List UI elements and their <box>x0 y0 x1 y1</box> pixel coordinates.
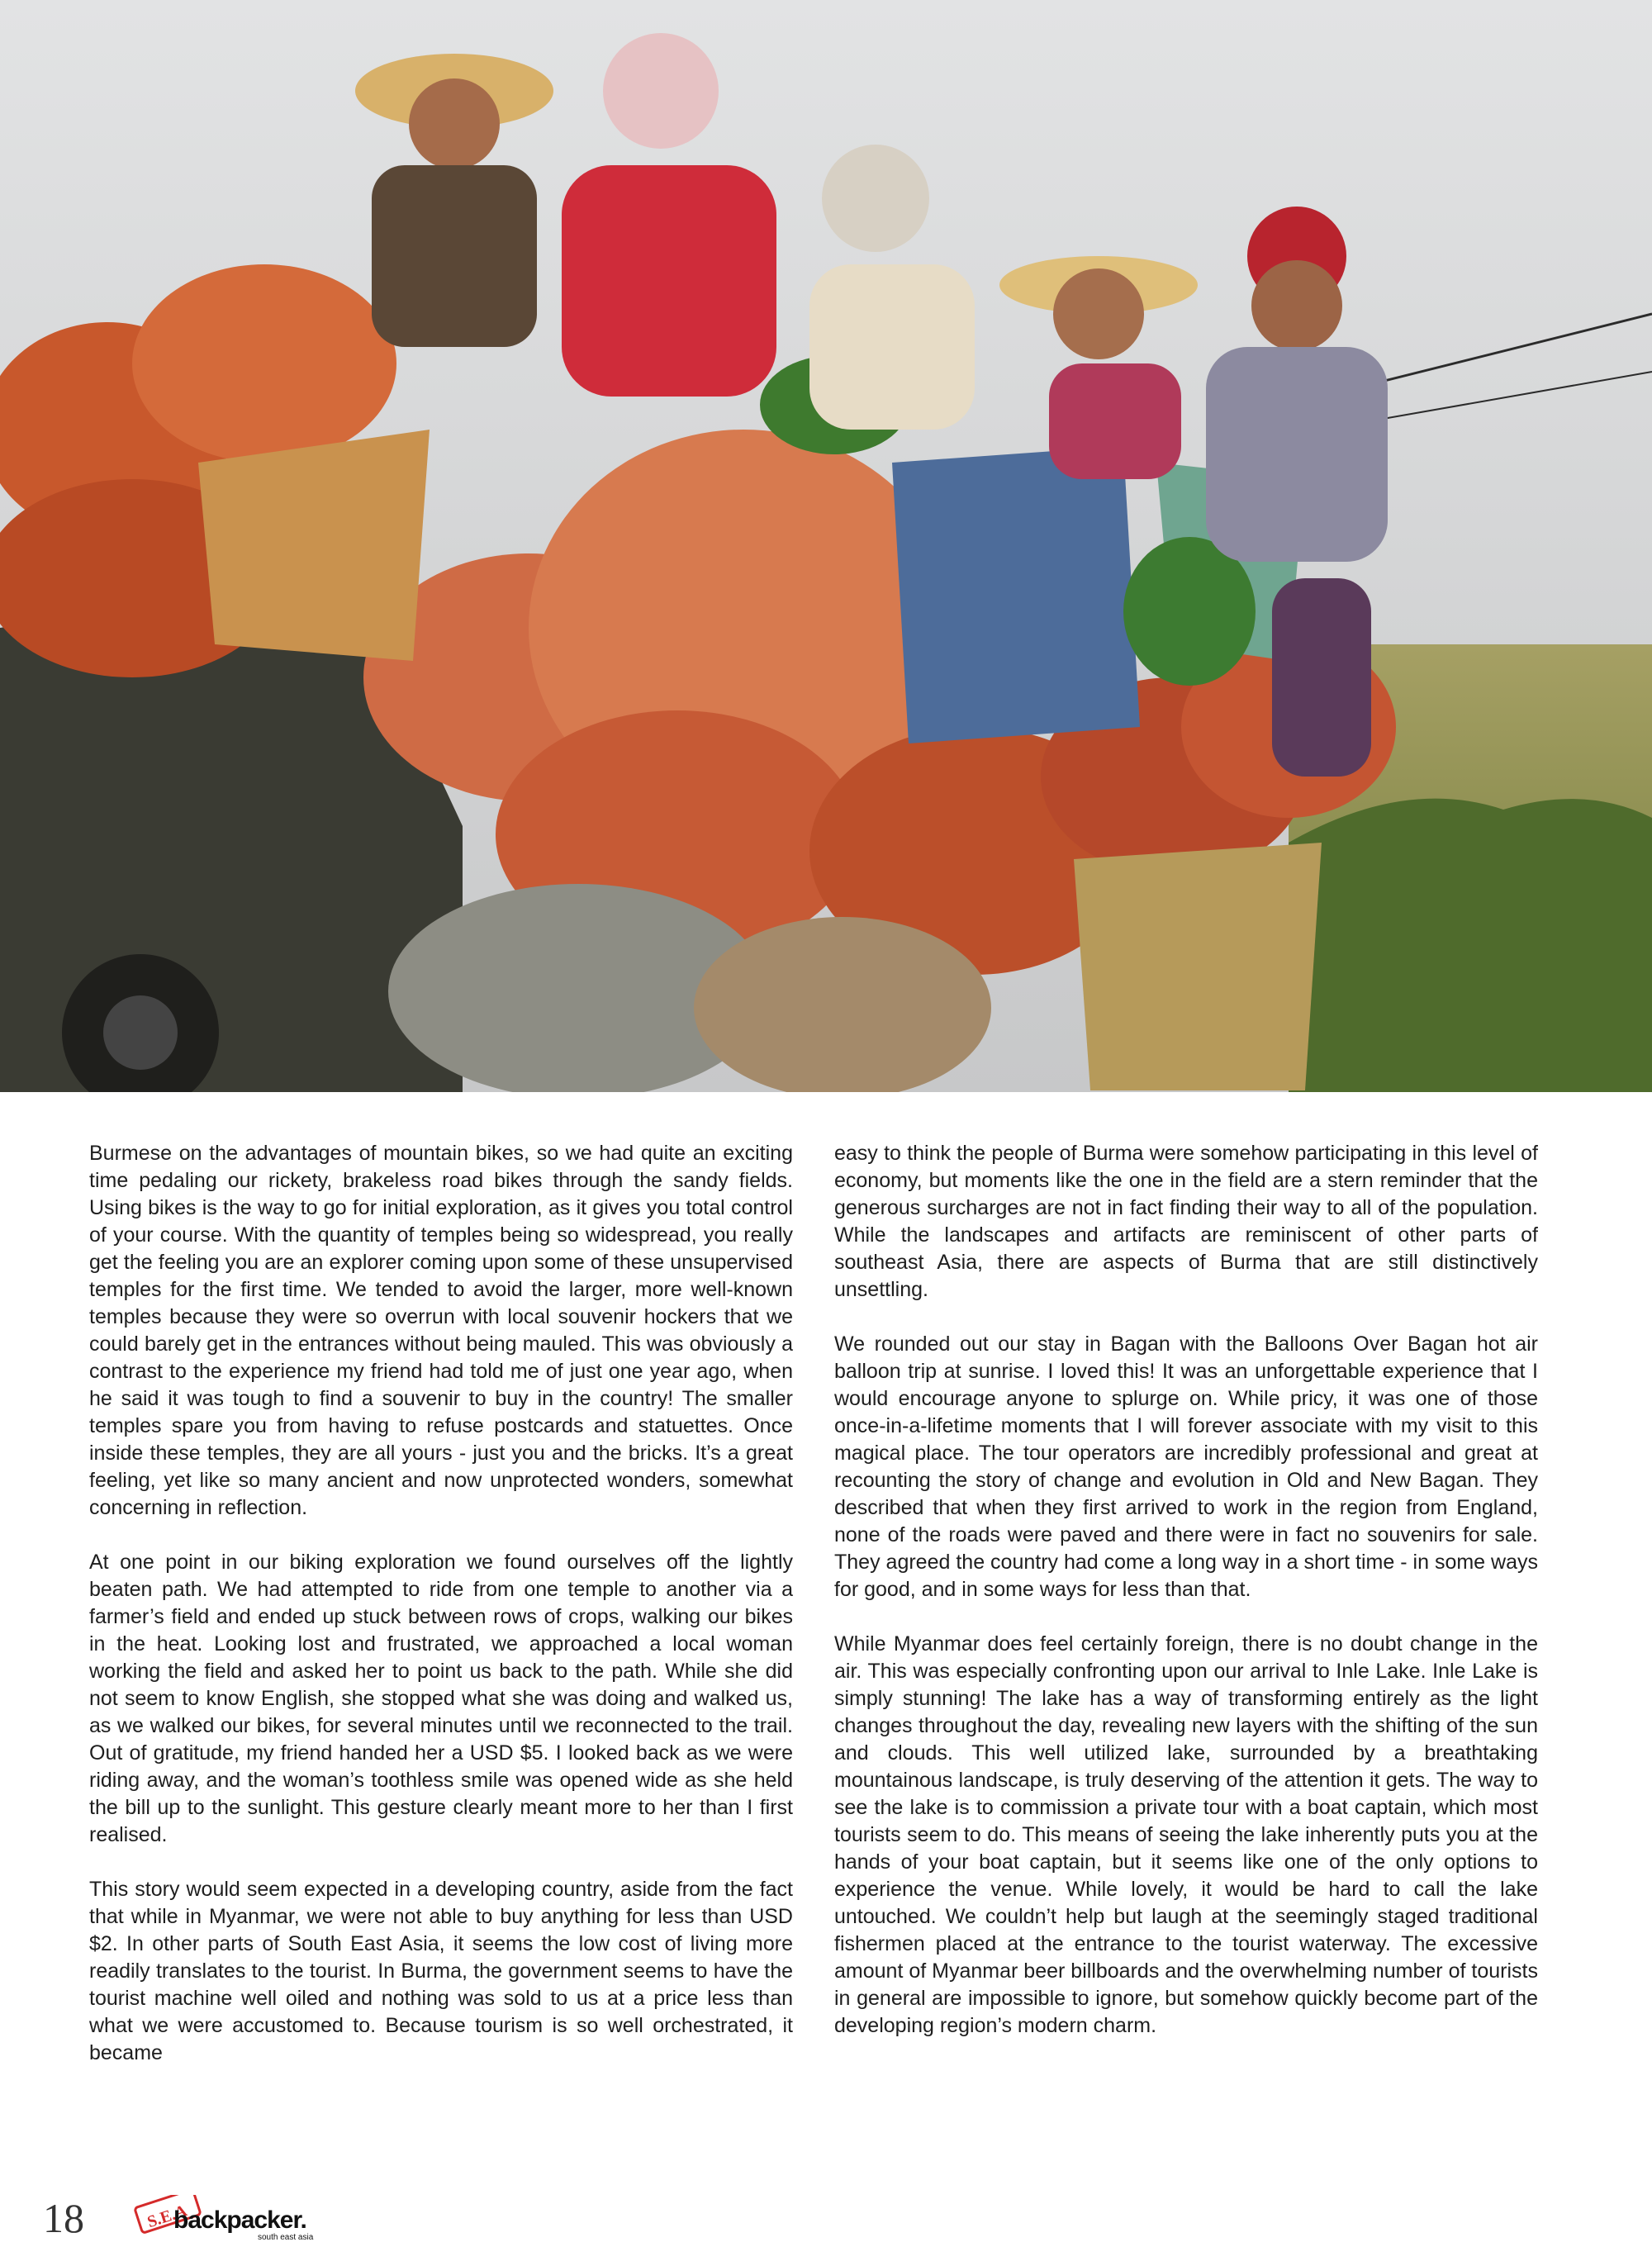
paragraph: This story would seem expected in a developing country, aside from the fact that while in Myanmar, we were not able to buy anything for less than USD $2. In other parts of South East Asia, it seems the low cost of living more readily translates to the tourist. In Burma, the government seems to have the tourist machine well oiled and nothing was sold to us at a price less than what we were accustomed to. Because tourism is so well orchestrated, it became <box>89 1878 793 2064</box>
article-right-column <box>834 1140 1538 2067</box>
paragraph: We rounded out our stay in Bagan with the Balloons Over Bagan hot air balloon trip at sunrise. I loved this! It was an unforgettable experience that I would encourage anyone to splurge on. While pricy, it was one of those once-in-a-lifetime moments that I will forever associate with my visit to this magical place. The tour operators are incredibly professional and great at recounting the story of change and evolution in Old and New Bagan. They described that when they first arrived to work in the region from England, none of the roads were paved and there were in fact no souvenirs for sale. They agreed the country had come a long way in a short time - in some ways for good, and in some ways for less than that. <box>834 1332 1538 1601</box>
hedge <box>1289 799 1652 1092</box>
logo-badge: S.E.A <box>145 2202 190 2232</box>
woven-basket <box>1074 843 1322 1090</box>
sea-backpacker-logo <box>134 2195 349 2243</box>
paragraph: Burmese on the advantages of mountain bikes, so we had quite an exciting time pedaling our rickety, brakeless road bikes through the sandy fields. Using bikes is the way to go for initial exploration, as it gives you total control of your course. With the quantity of temples being so widespread, you really get the feeling you are an explorer coming upon some of these unsupervised temples for the first time. We tended to avoid the larger, more well-known temples because they were so overrun with local souvenir hockers that we could barely get in the entrances without being mauled. This was obviously a contrast to the experience my friend had told me of just one year ago, when he said it was tough to find a souvenir to buy in the country! The smaller temples spare you from having to refuse postcards and statuettes. Once inside these temples, they are all yours - just you and the bricks. It’s a great feeling, yet like so many ancient and now unprotected wonders, somewhat concerning in reflection. <box>89 1142 793 1519</box>
header-photo <box>0 0 1652 1092</box>
logo-icon <box>134 2195 349 2243</box>
paragraph: At one point in our biking exploration we found ourselves off the lightly beaten path. We had attempted to ride from one temple to another via a farmer’s field and ended up stuck between rows of crops, walking our bikes in the heat. Looking lost and frustrated, we approached a local woman working the field and asked her to point us back to the path. While she did not seem to know English, she stopped what she was doing and walked us, as we walked our bikes, for several minutes until we reconnected to the trail. Out of gratitude, my friend handed her a USD $5. I looked back as we were riding away, and the woman’s toothless smile was opened wide as she held the bill up to the sunlight. This gesture clearly meant more to her than I first realised. <box>89 1551 793 1846</box>
paragraph: While Myanmar does feel certainly foreign, there is no doubt change in the air. This was especially confronting upon our arrival to Inle Lake. Inle Lake is simply stunning! The lake has a way of transforming entirely as the light changes throughout the day, revealing new layers with the shifting of the sun and clouds. This well utilized lake, surrounded by a breathtaking mountainous landscape, is truly deserving of the attention it gets. The way to see the lake is to commission a private tour with a boat captain, which most tourists seem to do. This means of seeing the lake inherently puts you at the hands of your boat captain, but it seems like one of the only options to experience the venue. While lovely, it would be hard to call the lake untouched. We couldn’t help but laugh at the seemingly staged traditional fishermen placed at the entrance to the tourist waterway. The excessive amount of Myanmar beer billboards and the overwhelming number of tourists in general are impossible to ignore, but somehow quickly become part of the developing region’s modern charm. <box>834 1632 1538 2037</box>
page-number: 18 <box>43 2195 84 2241</box>
page-footer <box>43 2193 373 2243</box>
logo-brand: backpacker. <box>173 2206 306 2234</box>
paragraph: easy to think the people of Burma were somehow participating in this level of economy, but moments like the one in the field are a stern reminder that the generous surcharges are not in fact finding their way to all of the population. While the landscapes and artifacts are reminiscent of other parts of southeast Asia, there are aspects of Burma that are still distinctively unsettling. <box>834 1142 1538 1301</box>
article-left-column <box>89 1140 793 2094</box>
logo-tagline: south east asia <box>258 2233 314 2242</box>
truck-photo-illustration <box>0 0 1652 1092</box>
